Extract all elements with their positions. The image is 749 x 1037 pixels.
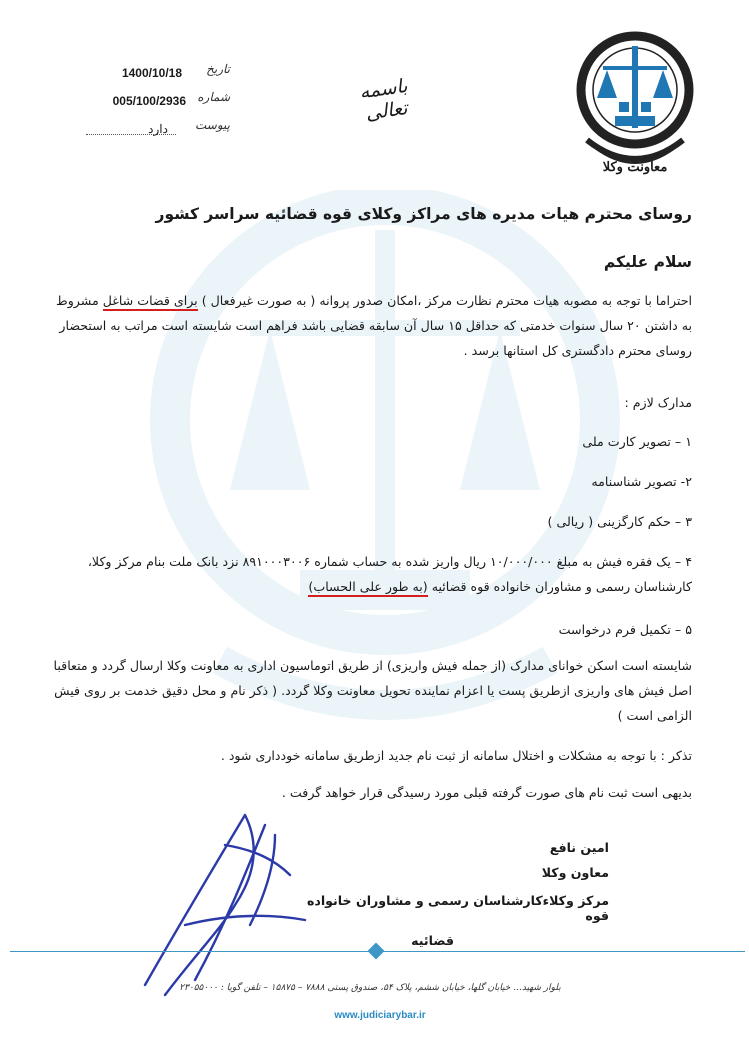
paragraph-license-part2: مشروط به داشتن ۲۰ سال سنوات خدمتی که حداقل ۱۵ سال آن سابقه قضایی باشد فراهم است شایسته است مراتب به استحضار روسای محترم دادگستری کل استانها برسد . (56, 293, 692, 358)
date-label: تاریخ (206, 62, 230, 76)
document-item-application-form: ۵ – تکمیل فرم درخواست (558, 622, 692, 637)
provisional-highlight: (به طور علی الحساب) (308, 579, 427, 597)
number-label: شماره (197, 90, 230, 104)
letter-heading: روسای محترم هیات مدیره های مراکز وکلای قوه قضائیه سراسر کشور (155, 205, 692, 223)
logo-caption: معاونت وکلا (602, 160, 668, 175)
handwritten-signature-icon (125, 805, 325, 1005)
attachment-dots (86, 134, 176, 135)
required-documents-label: مدارک لازم : (624, 395, 692, 410)
signatory-org-line1: مرکز وکلاءکارشناسان رسمی و مشاوران خانواده قوه (306, 893, 609, 923)
attachment-row (60, 118, 230, 146)
attachment-value: دارد (148, 122, 168, 136)
number-value: 005/100/2936 (112, 94, 186, 108)
invocation-text: باسمه تعالی (358, 74, 409, 125)
paragraph-license (52, 288, 692, 363)
footer-website: www.judiciarybar.ir (334, 1010, 426, 1021)
judges-highlight: برای قضات شاغل (103, 293, 198, 311)
paragraph-license-part1: احتراما با توجه به مصوبه هیات محترم نظارت مرکز ،امکان صدور پروانه ( به صورت غیرفعال ) (197, 293, 692, 308)
document-item-payment-receipt (52, 549, 692, 599)
date-value: 1400/10/18 (121, 66, 182, 80)
signatory-org-line2: قضائیه (411, 933, 454, 948)
letter-meta (60, 62, 230, 146)
document-item-employment-order: ۳ – حکم کارگزینی ( ریالی ) (547, 514, 692, 529)
document-item-national-card: ۱ – تصویر کارت ملی (582, 434, 692, 449)
number-row (60, 90, 230, 118)
signatory-name: امین نافع (549, 840, 609, 855)
paragraph-submission: شایسته است اسکن خوانای مدارک (از جمله فیش واریزی) از طریق اتوماسیون اداری به معاونت وکلا ارسال گردد و متعاقبا اصل فیش های واریزی ازطریق پست یا اعزام نماینده تحویل معاونت وکلا گردد. ( ذکر نام و محل دقیق خدمت بر روی فیش الزامی است ) (53, 658, 692, 723)
document-item-birth-certificate: ۲- تصویر شناسنامه (591, 474, 692, 489)
signatory-title: معاون وکلا (541, 865, 609, 880)
paragraph-previous-registrations: بدیهی است ثبت نام های صورت گرفته قبلی مورد رسیدگی قرار خواهد گرفت . (281, 785, 692, 800)
footer-address: بلوار شهید... خیابان گلها، خیابان ششم، پلاک ۵۴، صندوق پستی ۷۸۸۸ – ۱۵۸۷۵ – تلفن گویا : ۲۳۰۵۵۰۰۰ (179, 983, 561, 993)
attachment-label: پیوست (195, 118, 230, 132)
letter-greeting: سلام علیکم (603, 253, 692, 271)
payment-receipt-text: ۴ – یک فقره فیش به مبلغ ۱۰/۰۰۰/۰۰۰ ریال واریز شده به حساب شماره ۸۹۱۰۰۰۳۰۰۶ نزد بانک ملت بنام مرکز وکلا، کارشناسان رسمی و مشاوران خانواده قوه قضائیه (87, 554, 692, 594)
paragraph-notice: تذکر : با توجه به مشکلات و اختلال سامانه از ثبت نام جدید ازطریق سامانه خودداری شود . (220, 748, 692, 763)
date-row (60, 62, 230, 90)
